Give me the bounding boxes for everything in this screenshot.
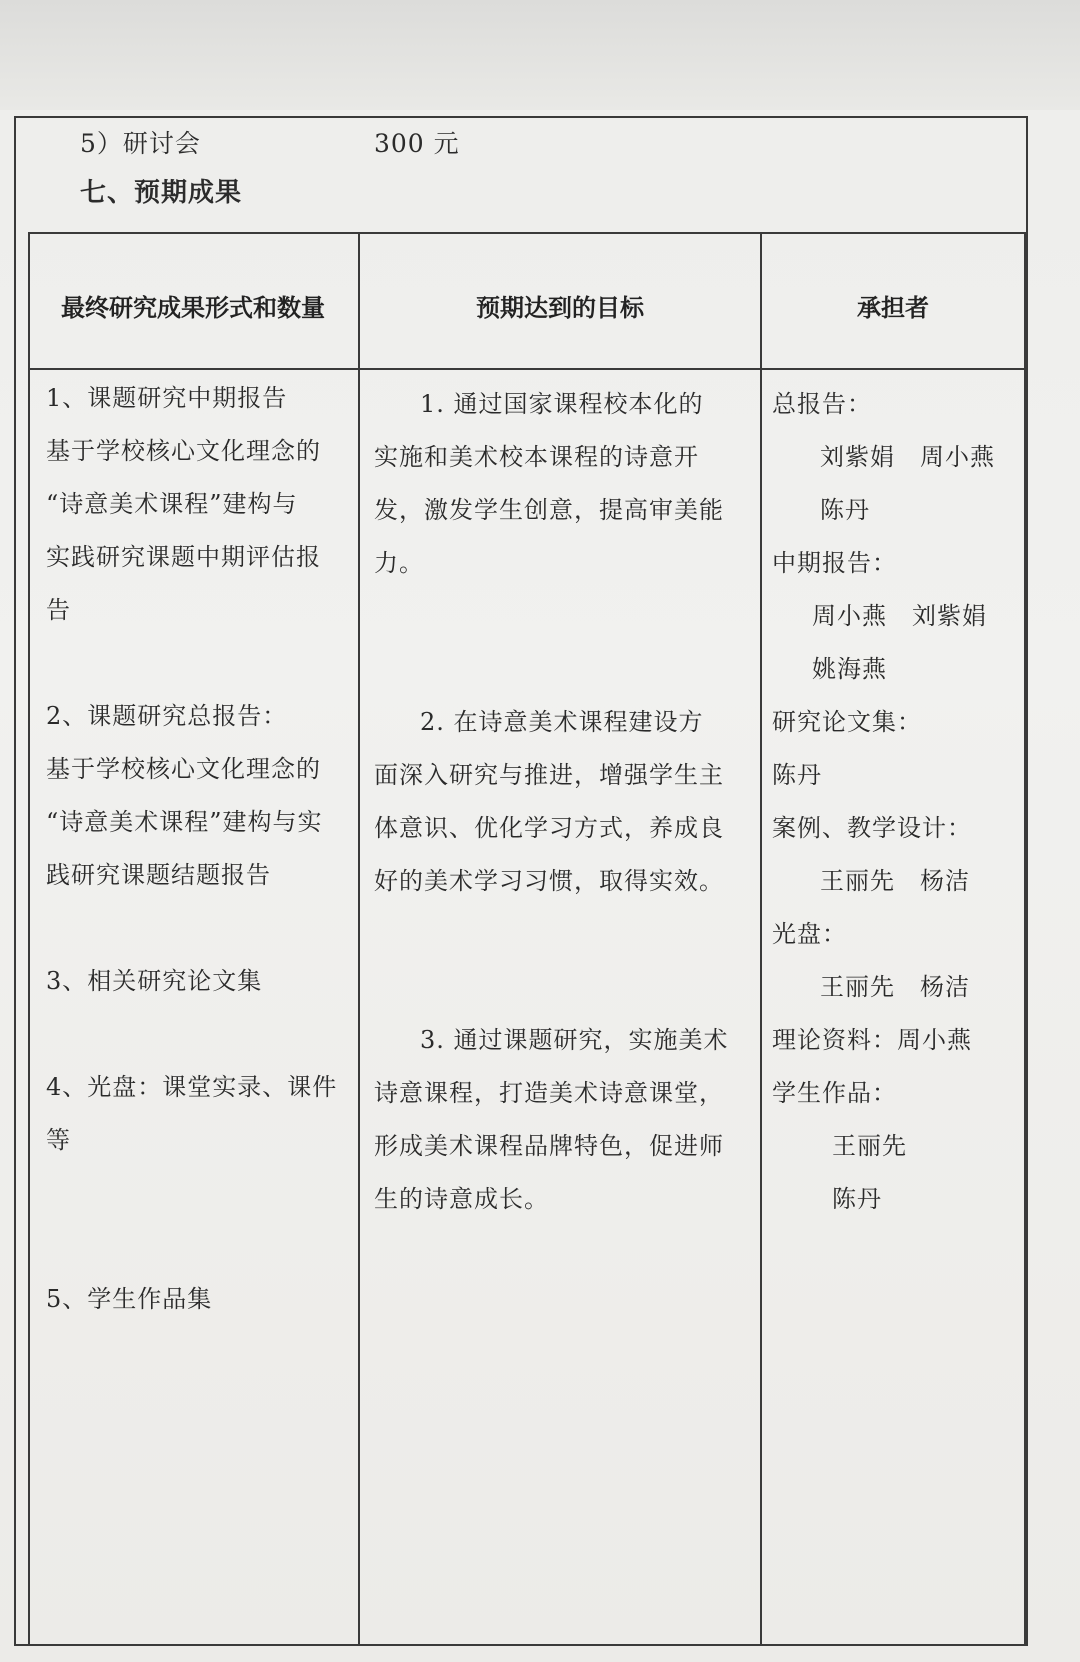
budget-item-label: 5）研讨会 (80, 129, 201, 158)
goal-3-line: 形成美术课程品牌特色，促进师 (374, 1132, 724, 1160)
header-expected-goal: 预期达到的目标 (476, 294, 644, 322)
cell-responsible-people (772, 378, 1022, 1226)
header-bottom-border (28, 368, 1026, 370)
goal-2-line: 2. 在诗意美术课程建设方 (420, 708, 704, 736)
goal-3-line: 诗意课程，打造美术诗意课堂， (374, 1079, 724, 1107)
result-item-4-line: 等 (46, 1126, 71, 1154)
role-theory-materials: 理论资料：周小燕 (772, 1026, 972, 1054)
result-item-2-line: “诗意美术课程”建构与实 (46, 808, 323, 836)
col-divider-1 (358, 232, 360, 1646)
table-right-border (1024, 232, 1026, 1646)
result-item-2-line: 践研究课题结题报告 (46, 861, 271, 889)
expected-results-table (28, 246, 1026, 1646)
people-student-works: 王丽先 (832, 1132, 907, 1160)
budget-item-seminar (80, 124, 460, 160)
goal-2-line: 好的美术学习习惯，取得实效。 (374, 867, 724, 895)
table-top-border (28, 232, 1026, 234)
goal-1-line: 力。 (374, 549, 424, 577)
role-general-report: 总报告： (772, 390, 872, 418)
cell-expected-goals (374, 378, 760, 1226)
role-cases-teaching-design: 案例、教学设计： (772, 814, 972, 842)
result-item-1-line: 实践研究课题中期评估报 (46, 543, 321, 571)
people-student-works: 陈丹 (832, 1185, 882, 1213)
goal-1-line: 实施和美术校本课程的诗意开 (374, 443, 699, 471)
role-disc: 光盘： (772, 920, 847, 948)
goal-1-line: 发，激发学生创意，提高审美能 (374, 496, 724, 524)
people-general-report: 刘紫娟 周小燕 (820, 443, 995, 471)
role-student-works: 学生作品： (772, 1079, 897, 1107)
goal-3-line: 3. 通过课题研究，实施美术 (420, 1026, 729, 1054)
result-item-2-line: 基于学校核心文化理念的 (46, 755, 321, 783)
people-midterm-report: 周小燕 刘紫娟 (812, 602, 987, 630)
col-divider-2 (760, 232, 762, 1646)
goal-2-line: 面深入研究与推进，增强学生主 (374, 761, 724, 789)
goal-1-line: 1. 通过国家课程校本化的 (420, 390, 704, 418)
cell-result-forms (46, 372, 356, 1326)
result-item-1-line: “诗意美术课程”建构与 (46, 490, 298, 518)
people-paper-collection: 陈丹 (772, 761, 822, 789)
result-item-2-title: 2、课题研究总报告： (46, 702, 288, 730)
people-midterm-report: 姚海燕 (812, 655, 887, 683)
section-title-expected-results: 七、预期成果 (80, 178, 243, 208)
table-left-border (28, 232, 30, 1646)
result-item-3-title: 3、相关研究论文集 (46, 967, 263, 995)
result-item-1-title: 1、课题研究中期报告 (46, 384, 288, 412)
people-cases-teaching-design: 王丽先 杨洁 (820, 867, 970, 895)
people-general-report: 陈丹 (820, 496, 870, 524)
role-midterm-report: 中期报告： (772, 549, 897, 577)
result-item-1-line: 告 (46, 596, 71, 624)
budget-item-amount: 300 元 (374, 129, 460, 158)
page-top-shadow (0, 0, 1080, 110)
goal-3-line: 生的诗意成长。 (374, 1185, 549, 1213)
result-item-4-title: 4、光盘：课堂实录、课件 (46, 1073, 338, 1101)
result-item-1-line: 基于学校核心文化理念的 (46, 437, 321, 465)
goal-2-line: 体意识、优化学习方式，养成良 (374, 814, 724, 842)
role-paper-collection: 研究论文集： (772, 708, 922, 736)
result-item-5-title: 5、学生作品集 (46, 1285, 213, 1313)
people-disc: 王丽先 杨洁 (820, 973, 970, 1001)
header-result-form: 最终研究成果形式和数量 (61, 294, 325, 322)
header-responsible: 承担者 (857, 294, 929, 322)
